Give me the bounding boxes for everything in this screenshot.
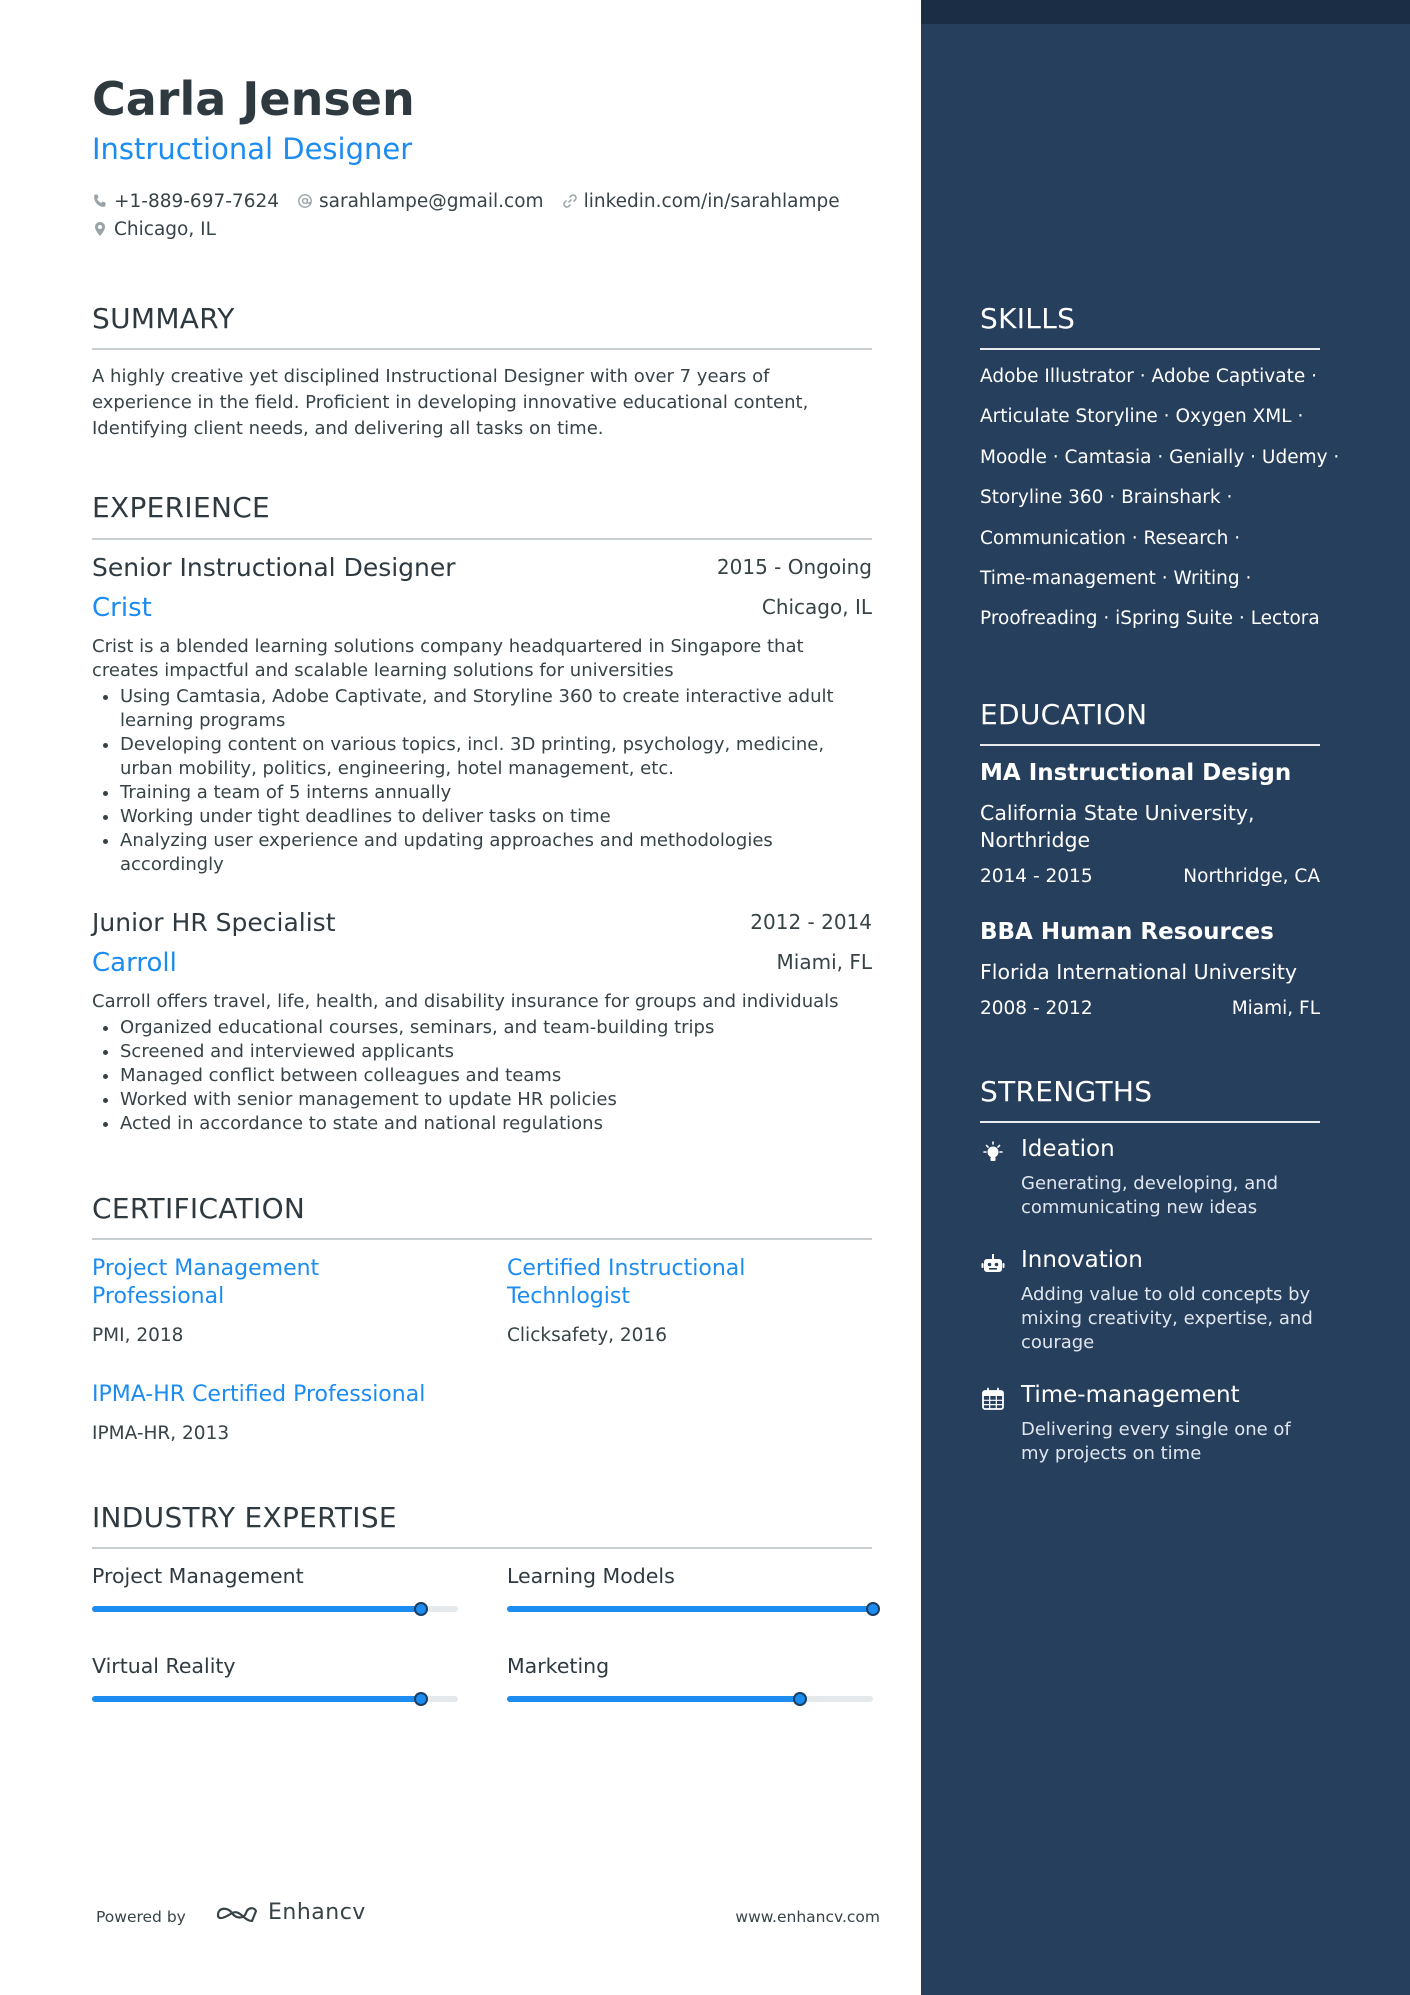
link-icon [562, 193, 578, 209]
powered-by-text: Powered by [96, 1908, 186, 1926]
contact-info [92, 187, 872, 243]
experience-divider [92, 538, 872, 540]
phone-contact[interactable] [92, 191, 279, 212]
job-bullet: • Worked with senior management to update HR policies [120, 1088, 872, 1112]
expertise-bar-fill [92, 1696, 421, 1702]
expertise-item [92, 1654, 458, 1702]
summary-divider [92, 348, 872, 350]
job-bullet: • Analyzing user experience and updating approaches and methodologies accordingly [120, 829, 872, 877]
skills-heading: SKILLS [980, 302, 1076, 335]
phone-icon [92, 193, 108, 209]
expertise-bar-fill [507, 1696, 800, 1702]
certification-issuer: Clicksafety, 2016 [507, 1325, 667, 1346]
education-location: Northridge, CA [1183, 866, 1320, 887]
email-text: sarahlampe@gmail.com [319, 190, 544, 212]
job-bullet: • Managed conflict between colleagues and teams [120, 1064, 872, 1088]
certification-item [507, 1255, 867, 1346]
sidebar-top-band [921, 0, 1410, 24]
candidate-name: Carla Jensen [92, 72, 415, 126]
job-bullets [92, 1016, 872, 1136]
skills-line: Adobe Illustrator · Adobe Captivate · [980, 366, 1317, 387]
footer [96, 1900, 880, 1936]
skills-line: Communication · Research · [980, 528, 1241, 549]
education-years: 2008 - 2012 [980, 998, 1093, 1019]
experience-item [92, 908, 872, 1136]
experience-item [92, 553, 872, 877]
calendar-icon [980, 1386, 1006, 1412]
job-company[interactable]: Crist [92, 593, 152, 623]
lightbulb-icon [980, 1140, 1006, 1166]
linkedin-text: linkedin.com/in/sarahlampe [583, 190, 840, 212]
expertise-bar [92, 1606, 458, 1612]
experience-heading: EXPERIENCE [92, 491, 271, 524]
phone-text: +1-889-697-7624 [114, 190, 280, 212]
job-location: Miami, FL [776, 950, 872, 974]
brand-name: Enhancv [268, 1900, 366, 1925]
expertise-bar [507, 1606, 873, 1612]
website-link[interactable]: www.enhancv.com [735, 1908, 880, 1926]
certification-title: Project Management Professional [92, 1256, 320, 1309]
location-pin-icon [92, 221, 108, 237]
strength-description: Adding value to old concepts by mixing creativity, expertise, and courage [1021, 1284, 1313, 1353]
expertise-bar-fill [507, 1606, 873, 1612]
skills-line: Time-management · Writing · [980, 568, 1252, 589]
certification-title: IPMA-HR Certified Professional [92, 1382, 426, 1407]
expertise-bar [92, 1696, 458, 1702]
education-school: California State University, Northridge [980, 801, 1255, 852]
skills-line: Moodle · Camtasia · Genially · Udemy · [980, 447, 1340, 468]
education-years: 2014 - 2015 [980, 866, 1093, 887]
location-contact [92, 219, 216, 240]
job-description: Crist is a blended learning solutions company headquartered in Singapore that creates impactful and scalable learning solutions for universities [92, 636, 804, 681]
industry-expertise-divider [92, 1547, 872, 1549]
certification-heading: CERTIFICATION [92, 1192, 306, 1225]
education-heading: EDUCATION [980, 698, 1148, 731]
location-text: Chicago, IL [114, 218, 216, 240]
certification-title: Certified Instructional Technlogist [507, 1256, 746, 1309]
job-company[interactable]: Carroll [92, 948, 177, 978]
strength-description: Delivering every single one of my projects on time [1021, 1419, 1291, 1464]
enhancv-logo-icon [214, 1901, 260, 1925]
job-dates: 2012 - 2014 [750, 910, 872, 934]
industry-expertise-heading: INDUSTRY EXPERTISE [92, 1501, 397, 1534]
job-role: Senior Instructional Designer [92, 553, 456, 582]
job-description: Carroll offers travel, life, health, and disability insurance for groups and individuals [92, 991, 839, 1012]
job-role: Junior HR Specialist [92, 908, 336, 937]
skills-line: Articulate Storyline · Oxygen XML · [980, 406, 1304, 427]
expertise-bar [507, 1696, 873, 1702]
summary-text: A highly creative yet disciplined Instructional Designer with over 7 years of experience in the field. Proficient in developing innovative educational content, Identifying client needs, and delivering all tasks on time. [92, 366, 809, 439]
job-bullet: • Training a team of 5 interns annually [120, 781, 872, 805]
certification-issuer: PMI, 2018 [92, 1325, 184, 1346]
expertise-item [507, 1654, 873, 1702]
strengths-divider [980, 1121, 1320, 1123]
job-bullet: • Working under tight deadlines to deliver tasks on time [120, 805, 872, 829]
strength-name: Time-management [1021, 1382, 1240, 1408]
strengths-heading: STRENGTHS [980, 1075, 1153, 1108]
expertise-bar-marker [866, 1602, 880, 1616]
at-icon [297, 193, 313, 209]
certification-item [92, 1381, 452, 1444]
strength-name: Innovation [1021, 1247, 1143, 1273]
expertise-bar-marker [414, 1692, 428, 1706]
job-bullet: • Screened and interviewed applicants [120, 1040, 872, 1064]
job-dates: 2015 - Ongoing [716, 555, 872, 579]
education-school: Florida International University [980, 960, 1298, 984]
education-location: Miami, FL [1231, 998, 1320, 1019]
education-degree: MA Instructional Design [980, 760, 1292, 786]
robot-icon [980, 1251, 1006, 1277]
job-bullets [92, 685, 872, 877]
expertise-bar-marker [793, 1692, 807, 1706]
job-bullet: • Developing content on various topics, incl. 3D printing, psychology, medicine, urban mobility, politics, engineering, hotel management, etc. [120, 733, 872, 781]
expertise-label: Project Management [92, 1564, 304, 1588]
expertise-bar-fill [92, 1606, 421, 1612]
candidate-title: Instructional Designer [92, 132, 413, 166]
education-item [980, 919, 1320, 1022]
expertise-bar-marker [414, 1602, 428, 1616]
education-item [980, 760, 1320, 890]
certification-item [92, 1255, 452, 1346]
expertise-label: Learning Models [507, 1564, 675, 1588]
summary-heading: SUMMARY [92, 302, 235, 335]
skills-divider [980, 348, 1320, 350]
job-location: Chicago, IL [761, 595, 872, 619]
linkedin-contact[interactable] [562, 191, 840, 212]
skills-line: Proofreading · iSpring Suite · Lectora [980, 608, 1320, 629]
enhancv-brand[interactable] [214, 1900, 366, 1925]
job-bullet: • Organized educational courses, seminars, and team-building trips [120, 1016, 872, 1040]
expertise-item [92, 1564, 458, 1612]
job-bullet: • Acted in accordance to state and national regulations [120, 1112, 872, 1136]
sidebar [921, 0, 1410, 1995]
strength-description: Generating, developing, and communicating new ideas [1021, 1173, 1279, 1218]
certification-divider [92, 1238, 872, 1240]
education-divider [980, 744, 1320, 746]
expertise-item [507, 1564, 873, 1612]
expertise-label: Virtual Reality [92, 1654, 236, 1678]
education-degree: BBA Human Resources [980, 919, 1274, 945]
strength-name: Ideation [1021, 1136, 1115, 1162]
skills-line: Storyline 360 · Brainshark · [980, 487, 1233, 508]
expertise-label: Marketing [507, 1654, 610, 1678]
certification-issuer: IPMA-HR, 2013 [92, 1423, 230, 1444]
job-bullet: • Using Camtasia, Adobe Captivate, and Storyline 360 to create interactive adult learning programs [120, 685, 872, 733]
email-contact[interactable] [297, 191, 544, 212]
